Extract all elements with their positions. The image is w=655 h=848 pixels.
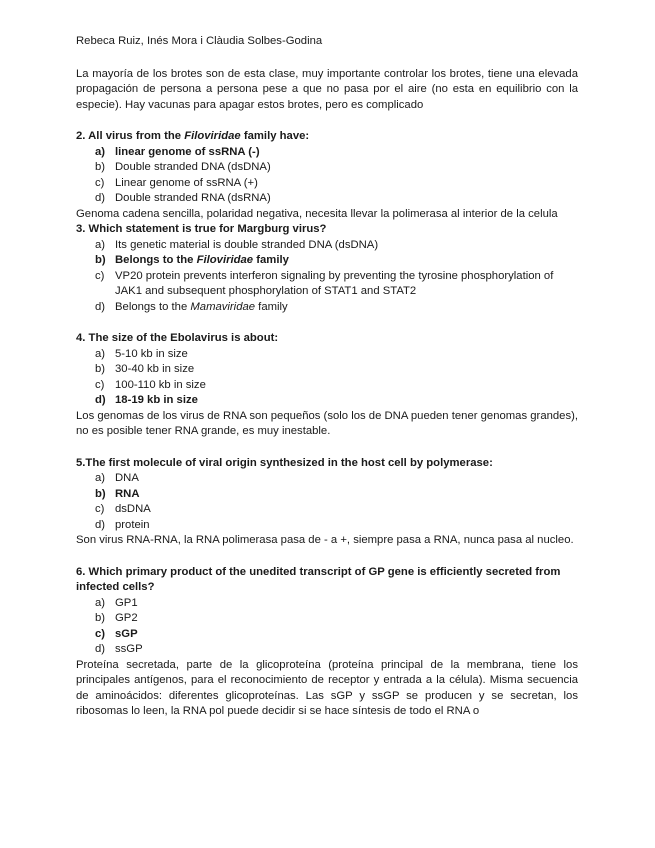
option-d-correct: d) 18-19 kb in size [95,394,198,406]
question-5-note: Son virus RNA-RNA, la RNA polimerasa pasa de - a +, siempre pasa a RNA, nunca pasa al nucleo. [76,534,574,546]
option-d: d) Belongs to the Mamaviridae family [95,300,288,313]
option-a: a) DNA [95,472,139,484]
question-5-options [76,471,578,533]
option-c: c) Linear genome of ssRNA (+) [95,176,258,189]
question-4-title: 4. The size of the Ebolavirus is about: [76,332,279,344]
authors-header: Rebeca Ruiz, Inés Mora i Clàudia Solbes-Godina [76,35,323,47]
document-page [76,34,578,720]
question-2 [76,129,578,222]
option-a-correct: a) linear genome of ssRNA (-) [95,145,260,158]
option-b-correct: b) RNA [95,487,140,500]
option-c: c) dsDNA [95,503,151,515]
option-b: b) GP2 [95,612,138,624]
option-a: a) GP1 [95,596,138,609]
question-4-note: Los genomas de los virus de RNA son pequeños (solo los de DNA pueden tener genomas grandes), no es posible tener RNA grande, es muy inestable. [76,409,578,437]
question-4-options [76,347,578,409]
question-3 [76,222,578,315]
question-5 [76,456,578,549]
question-3-options [76,238,578,316]
option-d: d) Double stranded RNA (dsRNA) [95,192,271,204]
spacer [76,549,578,565]
question-6-title: 6. Which primary product of the unedited transcript of GP gene is efficiently secreted from infected cells? [76,565,561,593]
question-2-title: 2. All virus from the Filoviridae family have: [76,130,310,142]
option-c: c) VP20 protein prevents interferon signaling by preventing the tyrosine phosphorylation of JAK1 and subsequent phosphorylation of STAT1 and STAT2 [95,269,554,297]
question-6-note: Proteína secretada, parte de la glicoproteína (proteína principal de la membrana, tiene los principales antígenos, para el reconocimiento de receptor y entrada a la célula). Misma secuencia de aminoácidos: diferentes glicoproteínas. Las sGP y ssGP se producen y se secretan, los ribosomas lo leen, la RNA pol puede decidir si se hace síntesis de todo el RNA o [76,658,578,717]
question-6-options [76,596,578,658]
option-d: d) protein [95,518,150,531]
question-6 [76,565,578,720]
question-5-title: 5.The first molecule of viral origin synthesized in the host cell by polymerase: [76,456,493,469]
option-c: c) 100-110 kb in size [95,378,206,391]
option-a: a) Its genetic material is double stranded DNA (dsDNA) [95,238,379,251]
option-b: b) Double stranded DNA (dsDNA) [95,161,271,173]
option-a: a) 5-10 kb in size [95,347,188,360]
question-3-title: 3. Which statement is true for Margburg virus? [76,223,327,235]
question-2-note: Genoma cadena sencilla, polaridad negativa, necesita llevar la polimerasa al interior de la celula [76,207,558,220]
question-2-options [76,145,578,207]
option-b-correct: b) Belongs to the Filoviridae family [95,254,289,266]
option-b: b) 30-40 kb in size [95,363,195,375]
question-4 [76,331,578,440]
option-d: d) ssGP [95,643,143,655]
option-c-correct: c) sGP [95,627,138,640]
spacer [76,315,578,331]
spacer [76,440,578,456]
intro-paragraph: La mayoría de los brotes son de esta clase, muy importante controlar los brotes, tiene una elevada propagación de persona a persona pese a que no pasa por el aire (no esta en equilibrio con la especie). Hay vacunas para apagar estos brotes, pero es complicado [76,67,578,111]
